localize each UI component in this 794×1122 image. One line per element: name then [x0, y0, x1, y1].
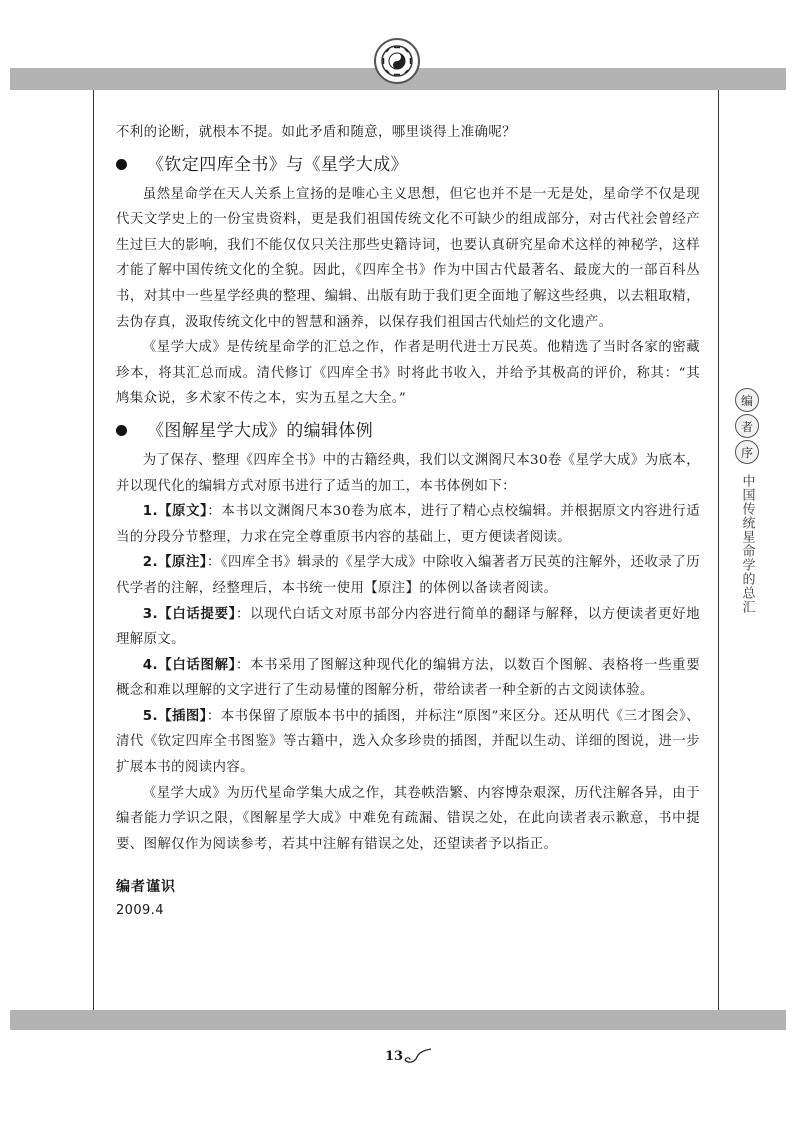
- bullet-icon: [116, 425, 127, 436]
- side-char-circle: 者: [735, 414, 759, 438]
- section-heading-1: [116, 150, 700, 180]
- side-tab: [732, 388, 762, 614]
- paragraph: 为了保存、整理《四库全书》中的古籍经典，我们以文渊阁尺本30卷《星学大成》为底本，并以现代化的编辑方式对原书进行了适当的加工，本书体例如下：: [116, 452, 700, 494]
- list-item: 4.【白话图解】：本书采用了图解这种现代化的编辑方法，以数百个图解、表格将一些重要概念和难以理解的文字进行了生动易懂的图解分析，带给读者一种全新的古文阅读体验。: [116, 657, 701, 699]
- page-body: [116, 120, 700, 921]
- swirl-ornament-icon: [403, 1048, 433, 1064]
- running-title: 中国传统星命学的总汇: [739, 474, 755, 614]
- list-item: 2.【原注】：《四库全书》辑录的《星学大成》中除收入编著者万民英的注解外，还收录了历代学者的注解，经整理后，本书统一使用【原注】的体例以备读者阅读。: [116, 555, 700, 596]
- side-char-circle: 序: [735, 440, 759, 464]
- list-item: 1.【原文】：本书以文渊阁尺本30卷为底本，进行了精心点校编辑。并根据原文内容进行适当的分段分节整理，力求在完全尊重原书内容的基础上，更方便读者阅读。: [116, 504, 701, 545]
- signature: 编者谨识: [116, 879, 176, 896]
- heading-text: 《钦定四库全书》与《星学大成》: [147, 154, 408, 175]
- list-item: 5.【插图】：本书保留了原版本书中的插图，并标注“原图”来区分。还从明代《三才图会》、清代《钦定四库全书图鉴》等古籍中，选入众多珍贵的插图，并配以生动、详细的图说，进一步扩展本书的阅读内容。: [116, 708, 700, 776]
- footer-bar: [10, 1010, 786, 1030]
- bullet-icon: [116, 159, 127, 170]
- list-item: 3.【白话提要】：以现代白话文对原书部分内容进行简单的翻译与解释，以方便读者更好地理解原文。: [116, 606, 701, 648]
- paragraph-continued: 不利的论断，就根本不提。如此矛盾和随意，哪里谈得上准确呢？: [116, 125, 516, 140]
- left-margin-rule: [93, 90, 94, 1010]
- page-number-block: [385, 1048, 433, 1064]
- paragraph: 《星学大成》为历代星命学集大成之作，其卷帙浩繁、内容博杂艰深，历代注解各异，由于编者能力学识之限，《图解星学大成》中难免有疏漏、错误之处，在此向读者表示歉意，书中提要、图解仅作为阅读参考，若其中注解有错误之处，还望读者予以指正。: [116, 785, 700, 852]
- side-char-circle: 编: [735, 388, 759, 412]
- section-heading-2: [116, 416, 700, 446]
- bagua-yinyang-icon: [374, 38, 420, 84]
- paragraph: 《星学大成》是传统星命学的汇总之作，作者是明代进士万民英。他精选了当时各家的密藏珍本，将其汇总而成。清代修订《四库全书》时将此书收入，并给予其极高的评价，称其：“其鸠集众说，多术家不传之本，实为五星之大全。”: [116, 340, 700, 407]
- date: 2009.4: [116, 903, 164, 919]
- right-margin-rule: [718, 90, 719, 1010]
- paragraph: 虽然星命学在天人关系上宣扬的是唯心主义思想，但它也并不是一无是处，星命学不仅是现代天文学史上的一份宝贵资料，更是我们祖国传统文化不可缺少的组成部分，对古代社会曾经产生过巨大的影响，我们不能仅仅只关注那些史籍诗词，也要认真研究星命术这样的神秘学，这样才能了解中国传统文化的全貌。因此，《四库全书》作为中国古代最著名、最庞大的一部百科丛书，对其中一些星学经典的整理、编辑、出版有助于我们更全面地了解这些经典，以去粗取精，去伪存真，汲取传统文化中的智慧和涵养，以保存我们祖国古代灿烂的文化遗产。: [116, 186, 700, 330]
- heading-text: 《图解星学大成》的编辑体例: [147, 420, 374, 441]
- page-number: 13: [385, 1048, 404, 1064]
